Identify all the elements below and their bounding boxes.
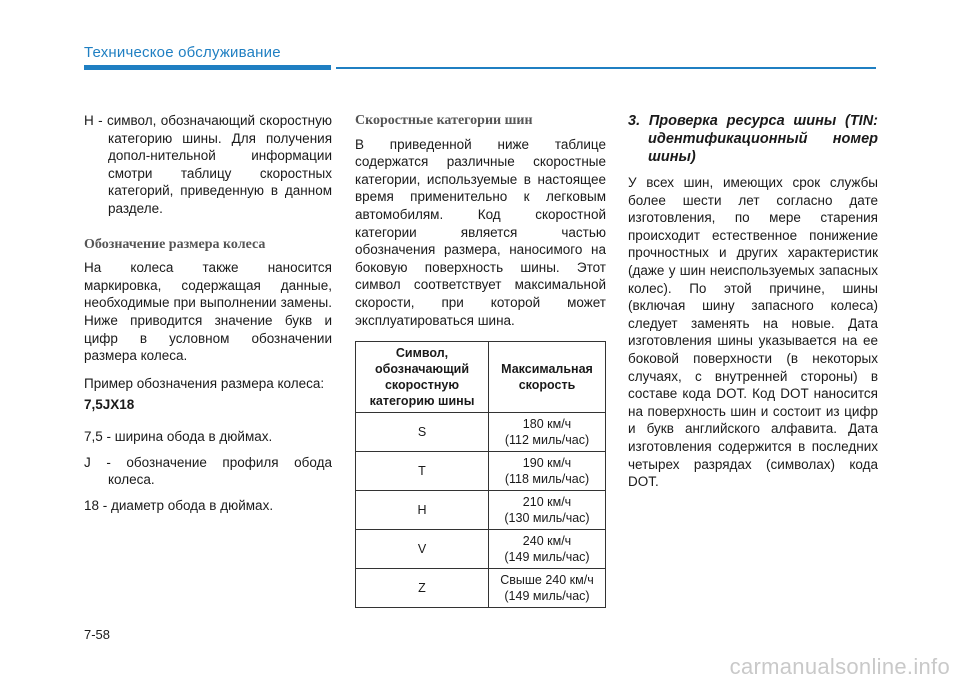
table-cell-symbol: Z	[356, 569, 489, 608]
table-cell-symbol: S	[356, 413, 489, 452]
h-symbol-text: символ, обозначающий скоростную категорию шины. Для получения допол-нительной информации смотри таблицу скоростных категорий, приведенную в данном разделе.	[106, 113, 332, 216]
page-number: 7-58	[84, 627, 111, 642]
table-row	[356, 530, 606, 569]
speed-rating-paragraph: В приведенной ниже таблице содержатся различные скоростные категории, используемые в настоящее время применительно к легковым автомобилям. Код скоростной категории является частью обозначения размера, наносимого на боковую поверхность шины. Этот символ соответствует максимальной скорости, при которой может эксплуатироваться шина.	[355, 136, 606, 328]
table-cell-speed: Свыше 240 км/ч (149 миль/час)	[489, 569, 606, 608]
column-middle	[355, 112, 606, 608]
table-cell-speed: 240 км/ч (149 миль/час)	[489, 530, 606, 569]
wheel-size-example-intro: Пример обозначения размера колеса:	[84, 375, 325, 391]
table-cell-symbol: H	[356, 491, 489, 530]
wheel-size-paragraph: На колеса также наносится маркировка, содержащая данные, необходимые при выполнении замены. Ниже приводится значение букв и цифр в условном обозначении размера колеса.	[84, 260, 332, 364]
list-item: 18 - диаметр обода в дюймах.	[84, 497, 274, 513]
table-row	[356, 413, 606, 452]
section-header-title: Техническое обслуживание	[84, 44, 281, 61]
table-row	[356, 491, 606, 530]
table-header-symbol: Символ, обозначающий скоростную категорию шины	[356, 342, 489, 413]
column-right	[628, 112, 878, 491]
list-item: 7,5 - ширина обода в дюймах.	[84, 428, 273, 444]
table-row	[356, 569, 606, 608]
column-left	[84, 112, 332, 522]
header-rule	[336, 67, 876, 69]
h-symbol-label: H -	[84, 113, 107, 128]
wheel-size-example: 7,5JX18	[84, 397, 135, 413]
table-cell-symbol: V	[356, 530, 489, 569]
table-row	[356, 452, 606, 491]
table-cell-speed: 210 км/ч (130 миль/час)	[489, 491, 606, 530]
table-header-row	[356, 342, 606, 413]
speed-rating-section-title: Скоростные категории шин	[355, 113, 533, 128]
watermark: carmanualsonline.info	[729, 654, 950, 679]
tin-check-heading: 3. Проверка ресурса шины (TIN: идентификационный номер шины)	[628, 113, 878, 165]
table-cell-speed: 190 км/ч (118 миль/час)	[489, 452, 606, 491]
header-accent-bar	[84, 65, 331, 70]
tin-check-paragraph: У всех шин, имеющих срок службы более шести лет согласно дате изготовления, по мере старения происходит естественное понижение прочностных и других характеристик (даже у шин неиспользуемых запасных колес). По этой причине, шины (включая шину запасного колеса) следует заменять на новые. Дата изготовления шины указывается на ее боковой поверхности (в некоторых случаях, с внутренней стороны) в составе кода DOT. Код DOT наносится на поверхность шин и состоит из цифр и букв английского алфавита. Дата изготовления содержится в последних четырех разрядах (символах) кода DOT.	[628, 175, 878, 490]
wheel-size-section-title: Обозначение размера колеса	[84, 236, 266, 252]
speed-rating-table	[355, 341, 606, 608]
h-symbol-definition	[84, 112, 332, 218]
table-cell-symbol: T	[356, 452, 489, 491]
table-cell-speed: 180 км/ч (112 миль/час)	[489, 413, 606, 452]
table-header-max-speed: Максимальная скорость	[489, 342, 606, 413]
list-item: J - обозначение профиля обода колеса.	[84, 454, 332, 488]
